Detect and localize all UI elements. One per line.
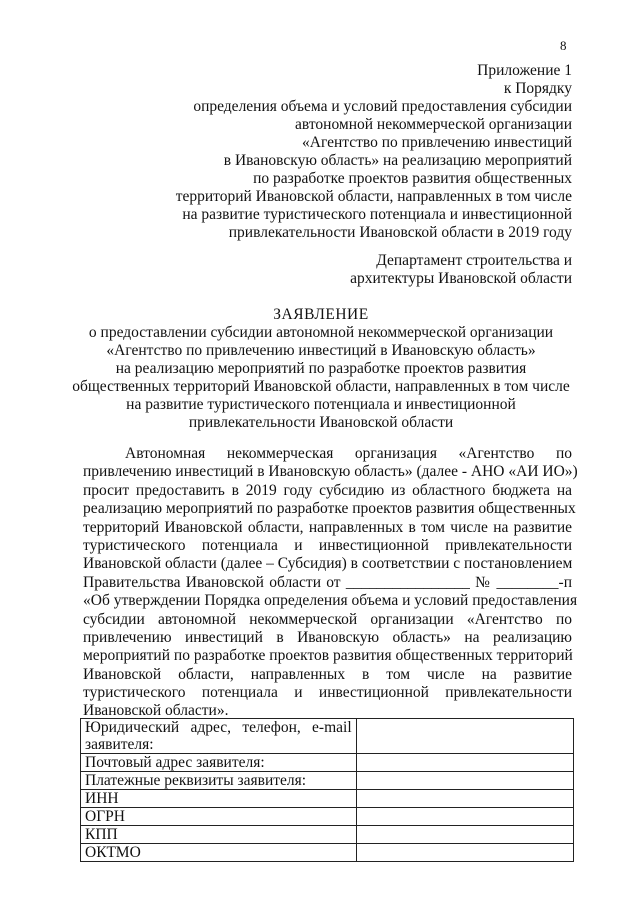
body-line: реализацию мероприятий по разработке проектов развития общественных — [83, 500, 576, 518]
body-line: Ивановской области, направленных в том числе на развитие — [83, 665, 572, 683]
legal-address-field[interactable] — [356, 719, 573, 754]
body-line: Ивановской области (далее – Субсидия) в соответствии с постановлением — [83, 555, 573, 573]
table-row — [81, 719, 574, 754]
ogrn-label: ОГРН — [81, 808, 357, 826]
applicant-details-table — [80, 718, 574, 862]
page-number: 8 — [560, 38, 567, 53]
body-line: Ивановской области». — [83, 702, 229, 720]
table-row — [81, 772, 574, 790]
statement-subtitle-line: привлекательности Ивановской области — [188, 414, 454, 431]
body-line: привлечению инвестиций в Ивановскую область» на реализацию — [83, 628, 572, 646]
body-line: субсидии автономной некоммерческой организации «Агентство по — [83, 610, 572, 628]
appendix-line: на развитие туристического потенциала и инвестиционной — [182, 206, 572, 223]
recipient-line: Департамент строительства и — [376, 252, 572, 269]
table-row — [81, 754, 574, 772]
ogrn-field[interactable] — [356, 808, 573, 826]
statement-title: ЗАЯВЛЕНИЕ — [273, 306, 369, 323]
kpp-field[interactable] — [356, 826, 573, 844]
statement-subtitle-line: на развитие туристического потенциала и инвестиционной — [126, 396, 516, 413]
postal-address-field[interactable] — [356, 754, 573, 772]
table-row — [81, 790, 574, 808]
appendix-line: привлекательности Ивановской области в 2019 году — [228, 224, 572, 241]
appendix-line: определения объема и условий предоставления субсидии — [193, 98, 572, 115]
appendix-line: по разработке проектов развития общественных — [253, 170, 572, 187]
statement-subtitle-line: на реализацию мероприятий по разработке проектов развития — [115, 360, 527, 377]
body-line: туристического потенциала и инвестиционной привлекательности — [83, 536, 572, 554]
table-row — [81, 844, 574, 862]
appendix-line: к Порядку — [503, 80, 572, 97]
appendix-line: в Ивановскую область» на реализацию мероприятий — [223, 152, 572, 169]
inn-field[interactable] — [356, 790, 573, 808]
body-line: мероприятий по разработке проектов развития общественных территорий — [83, 647, 573, 665]
body-line: привлечению инвестиций в Ивановскую область» (далее - АНО «АИ ИО») — [83, 463, 578, 481]
statement-body — [83, 445, 578, 721]
oktmo-field[interactable] — [356, 844, 573, 862]
appendix-line: «Агентство по привлечению инвестиций — [302, 134, 572, 151]
recipient-block — [272, 252, 572, 288]
oktmo-label: ОКТМО — [81, 844, 357, 862]
statement-subtitle-line: общественных территорий Ивановской области, направленных в том числе — [72, 378, 570, 395]
body-line: просит предоставить в 2019 году субсидию из областного бюджета на — [83, 481, 572, 499]
body-line: «Об утверждении Порядка определения объема и условий предоставления — [83, 592, 578, 610]
table-row — [81, 808, 574, 826]
statement-subtitle-line: о предоставлении субсидии автономной некоммерческой организации — [88, 324, 554, 341]
inn-label: ИНН — [81, 790, 357, 808]
body-line: Автономная некоммерческая организация «Агентство по — [125, 445, 572, 462]
body-line: Правительства Ивановской области от ________________ № ________-п — [83, 573, 572, 591]
kpp-label: КПП — [81, 826, 357, 844]
postal-address-label: Почтовый адрес заявителя: — [81, 754, 357, 772]
statement-heading — [66, 306, 576, 432]
recipient-line: архитектуры Ивановской области — [350, 270, 572, 287]
appendix-header — [132, 62, 572, 242]
appendix-line: автономной некоммерческой организации — [295, 116, 572, 133]
payment-details-label: Платежные реквизиты заявителя: — [81, 772, 357, 790]
statement-subtitle-line: «Агентство по привлечению инвестиций в Ивановскую область» — [106, 342, 536, 359]
appendix-line: территорий Ивановской области, направленных в том числе — [175, 188, 572, 205]
appendix-line: Приложение 1 — [477, 62, 572, 79]
table-row — [81, 826, 574, 844]
payment-details-field[interactable] — [356, 772, 573, 790]
body-line: территорий Ивановской области, направленных в том числе на развитие — [83, 518, 572, 536]
legal-address-label: Юридический адрес, телефон, e-mail заявителя: — [81, 719, 357, 754]
body-line: туристического потенциала и инвестиционной привлекательности — [83, 684, 572, 702]
